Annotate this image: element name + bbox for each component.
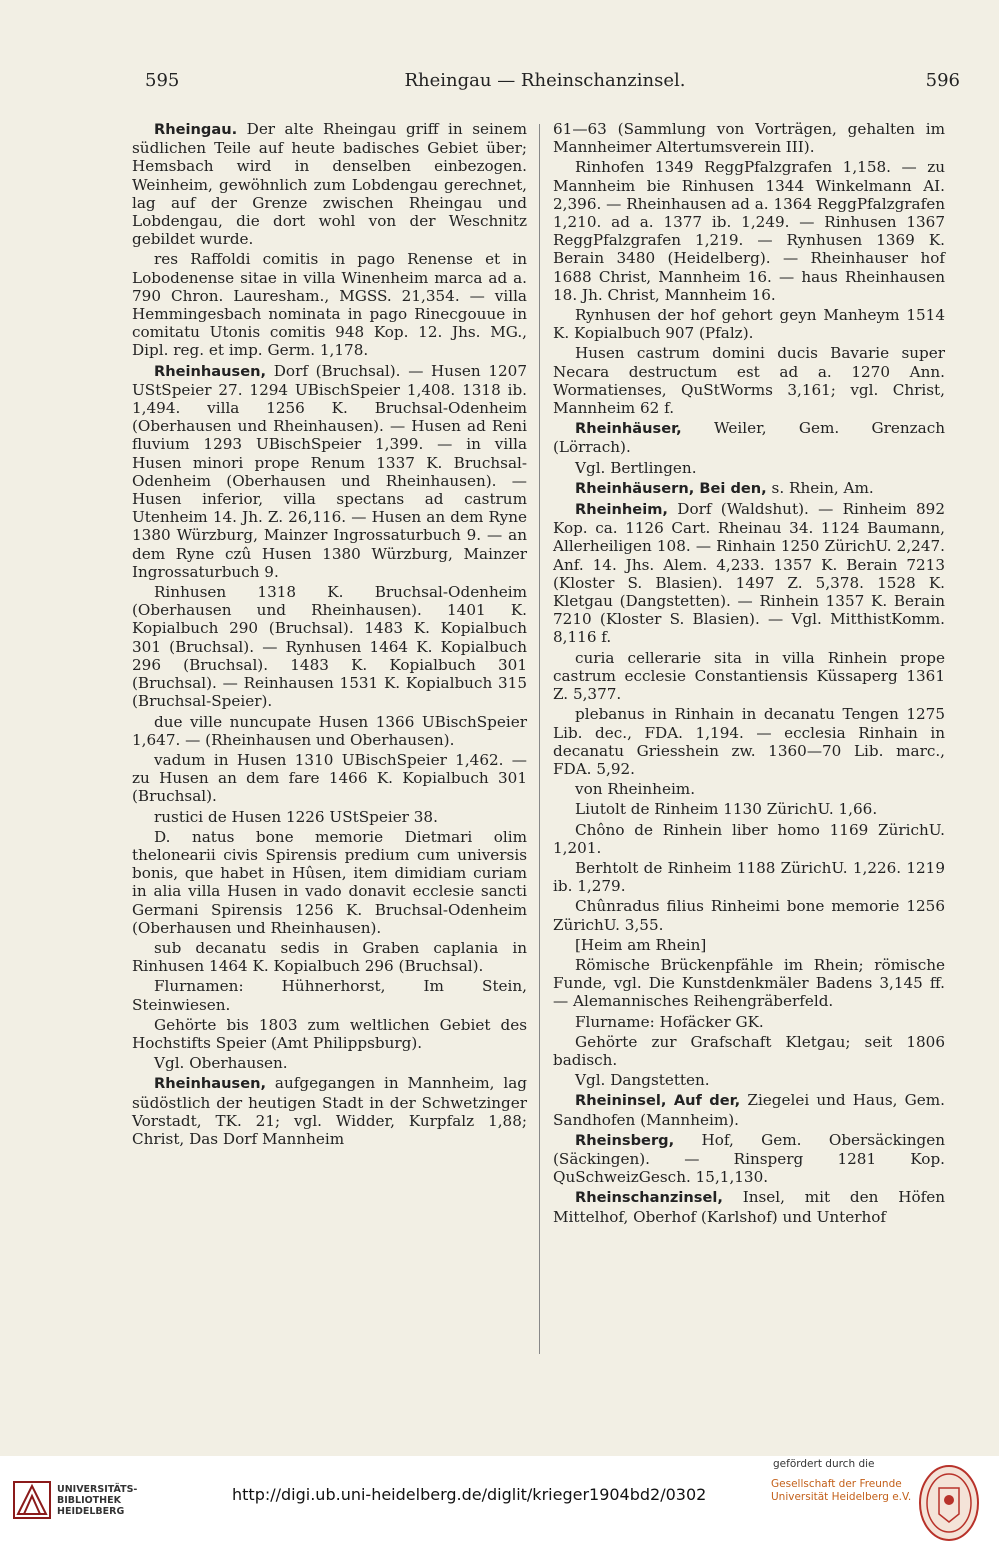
entry-text: Ziegelei und Haus, Gem. Sandhofen (Mannheim). (553, 1091, 945, 1129)
entry-paragraph (132, 120, 527, 248)
column-divider (539, 124, 540, 1354)
entry-text: Rynhusen der hof gehort geyn Manheym 1514 K. Kopialbuch 907 (Pfalz). (553, 306, 945, 343)
entry-paragraph (132, 939, 527, 975)
entry-text: plebanus in Rinhain in decanatu Tengen 1275 Lib. dec., FDA. 1,194. — ecclesia Rinhain in decanatu Griesshein zw. 1360—70 Lib. marc., FDA. 5,92. (553, 705, 945, 778)
entry-text: Berhtolt de Rinheim 1188 ZürichU. 1,226. 1219 ib. 1,279. (553, 858, 945, 896)
entry-paragraph (132, 713, 527, 749)
entry-text: due ville nuncupate Husen 1366 UBischSpeier 1,647. — (Rheinhausen und Oberhausen). (132, 712, 527, 749)
entry-paragraph (553, 500, 945, 647)
entry-text: Weiler, Gem. Grenzach (Lörrach). (553, 419, 945, 457)
sponsor-name: Gesellschaft der Freunde Universität Heidelberg e.V. (771, 1478, 912, 1503)
entry-text: Römische Brückenpfähle im Rhein; römische Funde, vgl. Die Kunstdenkmäler Badens 3,145 ff. — Alemannisches Reihengräberfeld. (553, 955, 945, 1011)
entry-paragraph (553, 780, 945, 798)
entry-text: Vgl. Bertlingen. (575, 458, 697, 477)
entry-paragraph (553, 306, 945, 342)
entry-paragraph (553, 821, 945, 857)
entry-paragraph (132, 1016, 527, 1052)
entry-headword: Rheininsel, Auf der, (575, 1092, 741, 1110)
entry-text: Der alte Rheingau griff in seinem südlichen Teile auf heute badisches Gebiet über; Hemsbach wird in denselben einbezogen. Weinheim, gewöhnlich zum Lobdengau gerechnet, lag auf der Grenze zwischen Rheingau und Lobdengau, die dort wohl von der Weschnitz gebildet wurde. (132, 120, 527, 249)
entry-text: Flurname: Hofäcker GK. (575, 1012, 764, 1031)
entry-headword: Rheinheim, (575, 501, 668, 519)
entry-text: rustici de Husen 1226 UStSpeier 38. (154, 807, 438, 826)
entry-paragraph (132, 250, 527, 359)
entry-text: [Heim am Rhein] (575, 935, 707, 954)
entry-text: Gehörte zur Grafschaft Kletgau; seit 1806 badisch. (553, 1032, 945, 1069)
entry-text: res Raffoldi comitis in pago Renense et in Lobodenense sitae in villa Winenheim marca ad a. 790 Chron. Lauresham., MGSS. 21,354. — villa Hemmingesbach nominata in pago Rinecgouue in comitatu Utonis comitis 948 Kop. 12. Jhs. MG., Dipl. reg. et imp. Germ. 1,178. (132, 250, 527, 360)
entry-paragraph (553, 419, 945, 456)
entry-text: Chôno de Rinhein liber homo 1169 ZürichU. 1,201. (553, 820, 945, 857)
entry-headword: Rheinsberg, (575, 1131, 675, 1149)
entry-paragraph (553, 1131, 945, 1187)
page-number-left: 595 (145, 70, 180, 91)
entry-paragraph (553, 158, 945, 304)
entry-paragraph (553, 705, 945, 778)
entry-text: Gehörte bis 1803 zum weltlichen Gebiet des Hochstifts Speier (Amt Philippsburg). (132, 1015, 527, 1052)
entry-text: Dorf (Waldshut). — Rinheim 892 Kop. ca. 1126 Cart. Rheinau 34. 1124 Baumann, Allerheiligen 108. — Rinhain 1250 ZürichU. 2,247. Anf. 14. Jhs. Alem. 4,233. 1357 K. Berain 7213 (Kloster S. Blasien). 1497 Z. 5,378. 1528 K. Kletgau (Dangstetten). — Rinhein 1357 K. Berain 7210 (Kloster S. Blasien). — Vgl. MitthistKomm. 8,116 f. (553, 500, 945, 647)
entry-text: vadum in Husen 1310 UBischSpeier 1,462. — zu Husen an dem fare 1466 K. Kopialbuch 301 (Bruchsal). (132, 750, 527, 806)
page-number-right: 596 (925, 70, 960, 91)
entry-paragraph (132, 828, 527, 937)
entry-paragraph (553, 479, 945, 498)
entry-text: Hof, Gem. Obersäckingen (Säckingen). — Rinsperg 1281 Kop. QuSchweizGesch. 15,1,130. (553, 1130, 945, 1187)
entry-paragraph (553, 120, 945, 156)
entry-text: D. natus bone memorie Dietmari olim thelonearii civis Spirensis predium cum universis bonis, que habet in Hûsen, item dimidiam curiam in alia villa Husen in vado donavit ecclesie sancti Germani Spirensis 1256 K. Bruchsal-Odenheim (Oberhausen und Rheinhausen). (132, 827, 527, 937)
right-column (553, 120, 945, 1228)
entry-text: s. Rhein, Am. (766, 478, 874, 497)
entry-paragraph (553, 344, 945, 417)
entry-headword: Rheingau. (154, 121, 238, 138)
entry-text: Rinhofen 1349 ReggPfalzgrafen 1,158. — zu Mannheim bie Rinhusen 1344 Winkelmann AI. 2,396. — Rheinhausen ad a. 1364 ReggPfalzgrafen 1,210. ad a. 1377 ib. 1,249. — Rinhusen 1367 ReggPfalzgrafen 1,219. — Rynhusen 1369 K. Berain 3480 (Heidelberg). — Rheinhauser hof 1688 Christ, Mannheim 16. — haus Rheinhausen 18. Jh. Christ, Mannheim 16. (553, 158, 945, 304)
library-logo-icon (13, 1481, 51, 1519)
entry-paragraph (553, 649, 945, 704)
entry-text: sub decanatu sedis in Graben caplania in Rinhusen 1464 K. Kopialbuch 296 (Bruchsal). (132, 938, 527, 976)
entry-text: Rinhusen 1318 K. Bruchsal-Odenheim (Oberhausen und Rheinhausen). 1401 K. Kopialbuch 290 (Bruchsal). 1483 K. Kopialbuch 301 (Bruchsal). — Rynhusen 1464 K. Kopialbuch 296 (Bruchsal). 1483 K. Kopialbuch 301 (Bruchsal). — Reinhausen 1531 K. Kopialbuch 315 (Bruchsal-Speier). (132, 583, 527, 711)
entry-text: Insel, mit den Höfen Mittelhof, Oberhof (Karlshof) und Unterhof (553, 1188, 945, 1226)
entry-text: Flurnamen: Hühnerhorst, Im Stein, Steinwiesen. (132, 977, 527, 1014)
entry-paragraph (132, 1054, 527, 1072)
entry-headword: Rheinhäuser, (575, 420, 682, 438)
entry-headword: Rheinhäusern, Bei den, (575, 479, 767, 497)
permalink-url[interactable]: http://digi.ub.uni-heidelberg.de/diglit/krieger1904bd2/0302 (232, 1485, 707, 1504)
entry-paragraph (132, 362, 527, 581)
entry-paragraph (553, 956, 945, 1011)
entry-paragraph (553, 897, 945, 933)
entry-paragraph (553, 1091, 945, 1128)
footer-bar (0, 1456, 999, 1550)
entry-paragraph (553, 1071, 945, 1089)
entry-headword: Rheinhausen, (154, 1075, 267, 1093)
entry-paragraph (553, 936, 945, 954)
entry-paragraph (132, 977, 527, 1013)
entry-paragraph (553, 1033, 945, 1069)
entry-paragraph (553, 800, 945, 818)
entry-text: aufgegangen in Mannheim, lag südöstlich der heutigen Stadt in der Schwetzinger Vorstadt, TK. 21; vgl. Widder, Kurpfalz 1,88; Christ, Das Dorf Mannheim (132, 1074, 527, 1148)
entry-text: Husen castrum domini ducis Bavarie super Necara destructum est ad a. 1270 Ann. Wormatienses, QuStWorms 3,161; vgl. Christ, Mannheim 62 f. (553, 344, 945, 418)
left-column (132, 120, 527, 1150)
entry-paragraph (132, 1074, 527, 1148)
entry-paragraph (132, 808, 527, 826)
entry-paragraph (553, 859, 945, 895)
entry-text: Vgl. Dangstetten. (575, 1071, 710, 1090)
entry-paragraph (132, 751, 527, 806)
entry-headword: Rheinhausen, (154, 362, 267, 380)
sponsor-pretext: gefördert durch die (773, 1458, 875, 1470)
entry-paragraph (553, 1013, 945, 1031)
university-seal-icon (918, 1464, 980, 1542)
entry-text: curia cellerarie sita in villa Rinhein prope castrum ecclesie Constantiensis Küssaperg 1361 Z. 5,377. (553, 648, 945, 704)
page-header (130, 70, 960, 100)
entry-paragraph (553, 459, 945, 477)
library-name: UNIVERSITÄTS- BIBLIOTHEK HEIDELBERG (57, 1484, 138, 1517)
running-title: Rheingau — Rheinschanzinsel. (404, 70, 686, 91)
entry-headword: Rheinschanzinsel, (575, 1189, 723, 1207)
entry-text: 61—63 (Sammlung von Vorträgen, gehalten im Mannheimer Altertumsverein III). (553, 120, 945, 157)
entry-text: Chûnradus filius Rinheimi bone memorie 1256 ZürichU. 3,55. (553, 897, 945, 934)
entry-text: Liutolt de Rinheim 1130 ZürichU. 1,66. (575, 800, 878, 819)
entry-paragraph (553, 1188, 945, 1225)
entry-text: Vgl. Oberhausen. (154, 1054, 288, 1073)
entry-paragraph (132, 583, 527, 710)
entry-text: von Rheinheim. (575, 780, 696, 799)
entry-text: Dorf (Bruchsal). — Husen 1207 UStSpeier 27. 1294 UBischSpeier 1,408. 1318 ib. 1,494. villa 1256 K. Bruchsal-Odenheim (Oberhausen und Rheinhausen). — Husen ad Reni fluvium 1293 UBischSpeier 1,399. — in villa Husen minori prope Renum 1337 K. Bruchsal-Odenheim (Oberhausen und Rheinhausen). — Husen inferior, villa spectans ad castrum Utenheim 14. Jh. Z. 26,116. — Husen an dem Ryne 1380 Würzburg, Mainzer Ingrossaturbuch 9. — an dem Ryne czû Husen 1380 Würzburg, Mainzer Ingrossaturbuch 9. (132, 361, 527, 581)
